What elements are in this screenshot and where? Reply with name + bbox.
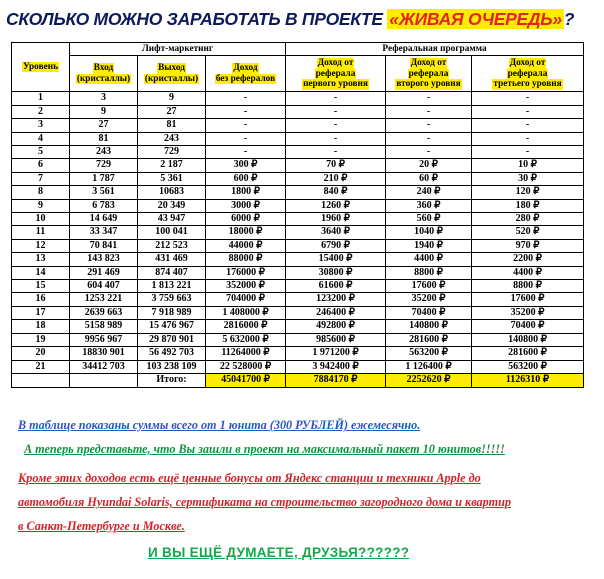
table-cell: 140800 ₽: [472, 333, 584, 346]
table-cell: 4400 ₽: [472, 266, 584, 279]
table-cell: -: [286, 105, 386, 118]
table-cell: 20 349: [138, 199, 206, 212]
table-cell: 8: [12, 186, 70, 199]
table-cell: 3 561: [70, 186, 138, 199]
total-ref1: 7884170 ₽: [286, 373, 386, 387]
table-cell: -: [472, 92, 584, 105]
table-cell: 2 187: [138, 159, 206, 172]
table-cell: 3 942400 ₽: [286, 360, 386, 373]
table-cell: 352000 ₽: [206, 280, 286, 293]
table-cell: 176000 ₽: [206, 266, 286, 279]
table-cell: 8800 ₽: [386, 266, 472, 279]
table-row: [12, 132, 584, 145]
table-cell: 120 ₽: [472, 186, 584, 199]
table-cell: 20: [12, 347, 70, 360]
table-cell: 9: [138, 92, 206, 105]
note-line-5: в Санкт-Петербурге и Москве.: [18, 519, 185, 533]
table-row: [12, 146, 584, 159]
table-cell: -: [472, 132, 584, 145]
table-cell: 11264000 ₽: [206, 347, 286, 360]
table-row: [12, 172, 584, 185]
table-cell: 563200 ₽: [386, 347, 472, 360]
table-cell: 7: [12, 172, 70, 185]
table-cell: 1960 ₽: [286, 213, 386, 226]
table-cell: 874 407: [138, 266, 206, 279]
table-cell: 81: [70, 132, 138, 145]
table-cell: 2816000 ₽: [206, 320, 286, 333]
col-in-header: Вход (кристаллы): [70, 56, 138, 92]
table-cell: 985600 ₽: [286, 333, 386, 346]
table-cell: -: [286, 146, 386, 159]
table-cell: -: [206, 132, 286, 145]
col-ref3-header: Доход от реферала третьего уровня: [472, 56, 584, 92]
table-cell: 1 408000 ₽: [206, 306, 286, 319]
table-cell: -: [472, 105, 584, 118]
table-cell: 70 841: [70, 239, 138, 252]
table-cell: -: [386, 92, 472, 105]
total-ref2: 2252620 ₽: [386, 373, 472, 387]
table-cell: 14: [12, 266, 70, 279]
closing-question: И ВЫ ЕЩЁ ДУМАЕТЕ, ДРУЗЬЯ??????: [148, 545, 410, 560]
table-cell: 81: [138, 119, 206, 132]
table-cell: 4400 ₽: [386, 253, 472, 266]
table-cell: 210 ₽: [286, 172, 386, 185]
table-cell: 560 ₽: [386, 213, 472, 226]
group-lift-header: Лифт-маркетинг: [70, 43, 286, 56]
table-cell: 34412 703: [70, 360, 138, 373]
table-cell: 1 126400 ₽: [386, 360, 472, 373]
table-cell: 9956 967: [70, 333, 138, 346]
table-cell: 970 ₽: [472, 239, 584, 252]
total-label: Итого:: [138, 373, 206, 387]
table-cell: -: [206, 105, 286, 118]
page-title: [6, 4, 598, 34]
table-cell: 5: [12, 146, 70, 159]
table-cell: 13: [12, 253, 70, 266]
table-cell: 21: [12, 360, 70, 373]
table-cell: -: [386, 105, 472, 118]
col-out-header: Выход (кристаллы): [138, 56, 206, 92]
table-cell: 604 407: [70, 280, 138, 293]
table-cell: 281600 ₽: [472, 347, 584, 360]
table-row: [12, 333, 584, 346]
table-cell: 1253 221: [70, 293, 138, 306]
table-cell: 6000 ₽: [206, 213, 286, 226]
table-cell: 35200 ₽: [386, 293, 472, 306]
table-row: [12, 293, 584, 306]
note-line-2: А теперь представьте, что Вы зашли в проект на максимальный пакет 10 юнитов!!!!!: [24, 442, 505, 456]
table-cell: 280 ₽: [472, 213, 584, 226]
table-cell: 8800 ₽: [472, 280, 584, 293]
table-body: [12, 92, 584, 374]
table-cell: 14 649: [70, 213, 138, 226]
table-cell: -: [386, 146, 472, 159]
table-cell: -: [386, 132, 472, 145]
table-cell: 300 ₽: [206, 159, 286, 172]
table-cell: 729: [138, 146, 206, 159]
table-cell: -: [286, 132, 386, 145]
table-row: [12, 226, 584, 239]
table-cell: 88000 ₽: [206, 253, 286, 266]
table-cell: 2: [12, 105, 70, 118]
col-ref2-header: Доход от реферала второго уровня: [386, 56, 472, 92]
table-cell: 19: [12, 333, 70, 346]
table-cell: 840 ₽: [286, 186, 386, 199]
table-cell: 9: [70, 105, 138, 118]
earnings-table: [11, 42, 584, 388]
total-income: 45041700 ₽: [206, 373, 286, 387]
table-cell: 3000 ₽: [206, 199, 286, 212]
table-cell: 17: [12, 306, 70, 319]
table-cell: 56 492 703: [138, 347, 206, 360]
table-cell: 1800 ₽: [206, 186, 286, 199]
table-cell: 100 041: [138, 226, 206, 239]
table-cell: 27: [70, 119, 138, 132]
table-cell: 15 476 967: [138, 320, 206, 333]
table-cell: 12: [12, 239, 70, 252]
table-cell: 1 787: [70, 172, 138, 185]
table-cell: 17600 ₽: [472, 293, 584, 306]
table-cell: 240 ₽: [386, 186, 472, 199]
table-cell: 291 469: [70, 266, 138, 279]
table-cell: 27: [138, 105, 206, 118]
table-row: [12, 186, 584, 199]
table-cell: -: [206, 119, 286, 132]
table-cell: 18: [12, 320, 70, 333]
table-cell: -: [206, 146, 286, 159]
table-cell: 563200 ₽: [472, 360, 584, 373]
table-cell: 360 ₽: [386, 199, 472, 212]
table-cell: 180 ₽: [472, 199, 584, 212]
col-income-header: Доход без рефералов: [206, 56, 286, 92]
table-cell: 243: [138, 132, 206, 145]
table-cell: 431 469: [138, 253, 206, 266]
table-cell: 20 ₽: [386, 159, 472, 172]
table-cell: 1260 ₽: [286, 199, 386, 212]
table-cell: -: [206, 92, 286, 105]
table-cell: 70 ₽: [286, 159, 386, 172]
table-cell: 15: [12, 280, 70, 293]
table-cell: 520 ₽: [472, 226, 584, 239]
title-part1: СКОЛЬКО МОЖНО ЗАРАБОТАТЬ В ПРОЕКТЕ: [6, 9, 388, 29]
table-cell: -: [386, 119, 472, 132]
table-cell: 4: [12, 132, 70, 145]
table-cell: -: [472, 146, 584, 159]
table-row: [12, 253, 584, 266]
col-ref1-header: Доход от реферала первого уровня: [286, 56, 386, 92]
table-cell: 5 632000 ₽: [206, 333, 286, 346]
table-cell: 3640 ₽: [286, 226, 386, 239]
table-cell: 3 759 663: [138, 293, 206, 306]
table-cell: 1: [12, 92, 70, 105]
table-cell: 11: [12, 226, 70, 239]
table-cell: 70400 ₽: [472, 320, 584, 333]
table-cell: 10 ₽: [472, 159, 584, 172]
table-cell: 9: [12, 199, 70, 212]
table-cell: -: [472, 119, 584, 132]
table-cell: 212 523: [138, 239, 206, 252]
table-cell: 2200 ₽: [472, 253, 584, 266]
table-cell: 17600 ₽: [386, 280, 472, 293]
table-row: [12, 239, 584, 252]
table-cell: 6 783: [70, 199, 138, 212]
table-cell: 1040 ₽: [386, 226, 472, 239]
table-cell: 1940 ₽: [386, 239, 472, 252]
table-cell: 33 347: [70, 226, 138, 239]
total-row: [12, 373, 584, 387]
table-cell: 35200 ₽: [472, 306, 584, 319]
table-cell: 243: [70, 146, 138, 159]
table-row: [12, 360, 584, 373]
table-cell: 492800 ₽: [286, 320, 386, 333]
title-highlight: «ЖИВАЯ ОЧЕРЕДЬ»: [389, 9, 562, 29]
table-cell: -: [286, 92, 386, 105]
table-cell: 6: [12, 159, 70, 172]
table-cell: 5158 989: [70, 320, 138, 333]
table-cell: 6790 ₽: [286, 239, 386, 252]
note-line-3: Кроме этих доходов есть ещё ценные бонусы от Яндекс станции и техники Apple до: [18, 471, 481, 485]
total-ref3: 1126310 ₽: [472, 373, 584, 387]
table-cell: 16: [12, 293, 70, 306]
table-cell: 103 238 109: [138, 360, 206, 373]
table-cell: 60 ₽: [386, 172, 472, 185]
title-part2: ?: [563, 9, 575, 29]
table-cell: 70400 ₽: [386, 306, 472, 319]
table-cell: 18000 ₽: [206, 226, 286, 239]
table-row: [12, 306, 584, 319]
table-cell: 7 918 989: [138, 306, 206, 319]
table-cell: 1 971200 ₽: [286, 347, 386, 360]
table-row: [12, 105, 584, 118]
table-cell: 18830 901: [70, 347, 138, 360]
table-row: [12, 280, 584, 293]
note-line-1: В таблице показаны суммы всего от 1 юнита (300 РУБЛЕЙ) ежемесячно.: [18, 418, 421, 432]
table-row: [12, 119, 584, 132]
table-cell: 600 ₽: [206, 172, 286, 185]
table-cell: 3: [70, 92, 138, 105]
table-row: [12, 199, 584, 212]
table-cell: 61600 ₽: [286, 280, 386, 293]
table-cell: 140800 ₽: [386, 320, 472, 333]
table-row: [12, 159, 584, 172]
table-cell: 5 361: [138, 172, 206, 185]
table-cell: 143 823: [70, 253, 138, 266]
table-row: [12, 266, 584, 279]
table-cell: 704000 ₽: [206, 293, 286, 306]
table-cell: 10683: [138, 186, 206, 199]
table-cell: -: [286, 119, 386, 132]
table-cell: 30800 ₽: [286, 266, 386, 279]
table-cell: 22 528000 ₽: [206, 360, 286, 373]
table-cell: 29 870 901: [138, 333, 206, 346]
group-ref-header: Реферальная программа: [286, 43, 584, 56]
table-row: [12, 320, 584, 333]
table-cell: 123200 ₽: [286, 293, 386, 306]
table-cell: 2639 663: [70, 306, 138, 319]
table-cell: 729: [70, 159, 138, 172]
table-cell: 15400 ₽: [286, 253, 386, 266]
table-cell: 44000 ₽: [206, 239, 286, 252]
table-cell: 43 947: [138, 213, 206, 226]
table-row: [12, 213, 584, 226]
table-row: [12, 92, 584, 105]
table-cell: 246400 ₽: [286, 306, 386, 319]
table-cell: 1 813 221: [138, 280, 206, 293]
table-cell: 3: [12, 119, 70, 132]
table-cell: 281600 ₽: [386, 333, 472, 346]
table-cell: 10: [12, 213, 70, 226]
table-row: [12, 347, 584, 360]
table-cell: 30 ₽: [472, 172, 584, 185]
col-level-header: Уровень: [12, 43, 70, 92]
note-line-4: автомобиля Hyundai Solaris, сертификата на строительство загородного дома и квартир: [18, 495, 511, 509]
